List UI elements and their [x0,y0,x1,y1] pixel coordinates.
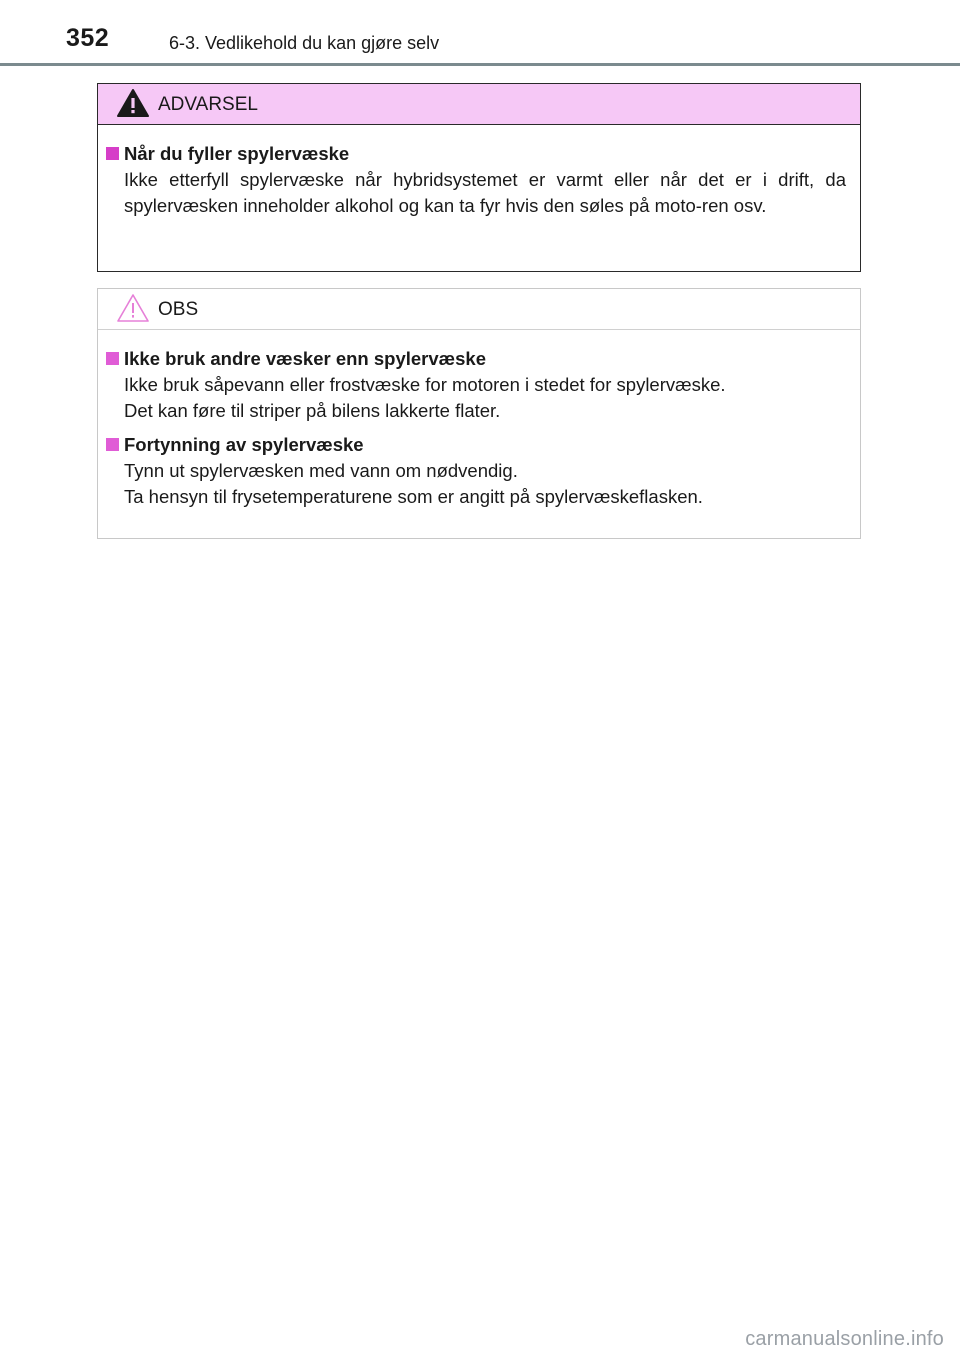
warning-item-text: Ikke etterfyll spylervæske når hybridsystemet er varmt eller når det er i drift, da spylervæsken inneholder alkohol og kan ta fyr hvis den søles på moto-ren osv. [124,169,846,216]
warning-triangle-filled-icon [116,87,150,119]
header-divider [0,63,960,66]
notice-box-header [98,289,860,330]
notice-item-heading-text: Ikke bruk andre væsker enn spylervæske [124,348,486,369]
square-bullet-icon [106,147,119,160]
notice-item-heading [104,346,846,372]
warning-box-body [98,125,860,219]
warning-box-header [98,84,860,125]
warning-item [104,141,846,219]
warning-item-heading-text: Når du fyller spylervæske [124,143,350,164]
warning-box-label: ADVARSEL [158,94,258,115]
notice-item-text [104,458,846,510]
notice-item-heading-text: Fortynning av spylervæske [124,434,364,455]
notice-item-line: Ta hensyn til frysetemperaturene som er angitt på spylervæskeflasken. [124,486,703,507]
warning-triangle-outline-icon [116,292,150,324]
notice-item [104,346,846,424]
warning-box [97,83,861,272]
notice-item [104,432,846,510]
square-bullet-icon [106,438,119,451]
notice-box [97,288,861,539]
page-header [0,0,960,70]
notice-item-heading [104,432,846,458]
notice-item-text [104,372,846,424]
section-title: 6-3. Vedlikehold du kan gjøre selv [169,33,440,53]
notice-item-line: Tynn ut spylervæsken med vann om nødvendig. [124,460,518,481]
notice-box-body [98,330,860,510]
notice-item-line: Det kan føre til striper på bilens lakkerte flater. [124,400,501,421]
footer-watermark[interactable]: carmanualsonline.info [745,1328,944,1350]
notice-item-line: Ikke bruk såpevann eller frostvæske for motoren i stedet for spylervæske. [124,374,726,395]
square-bullet-icon [106,352,119,365]
page-number: 352 [66,24,110,52]
notice-box-label: OBS [158,299,199,320]
warning-item-heading [104,141,846,167]
